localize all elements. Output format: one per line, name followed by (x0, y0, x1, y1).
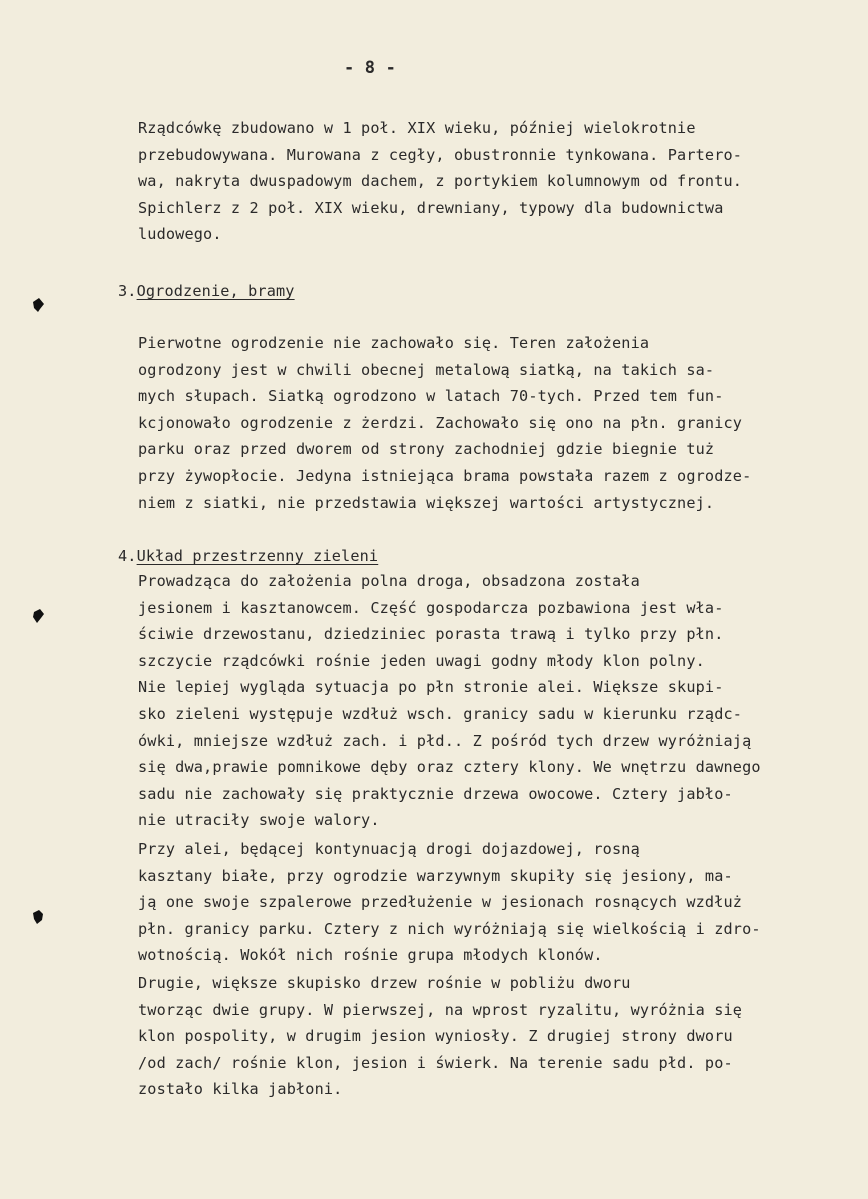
text-line: przebudowywana. Murowana z cegły, obustronnie tynkowana. Partero- (138, 145, 743, 164)
page-number: - 8 - (344, 58, 396, 78)
text-line: kcjonowało ogrodzenie z żerdzi. Zachowało się ono na płn. granicy (138, 413, 743, 432)
text-line: Spichlerz z 2 poł. XIX wieku, drewniany, typowy dla budownictwa (138, 198, 724, 217)
section-heading-fencing (118, 278, 295, 304)
text-line: Przy alei, będącej kontynuacją drogi dojazdowej, rosną (138, 840, 640, 858)
punch-hole-icon (30, 297, 46, 313)
text-line: Prowadząca do założenia polna droga, obsadzona została (138, 572, 640, 590)
punch-hole-icon (30, 909, 46, 925)
text-line: tworząc dwie grupy. W pierwszej, na wprost ryzalitu, wyróżnia się (138, 1000, 743, 1019)
text-line: ówki, mniejsze wzdłuż zach. i płd.. Z pośród tych drzew wyróżniają (138, 731, 752, 750)
text-line: kasztany białe, przy ogrodzie warzywnym skupiły się jesiony, ma- (138, 866, 733, 885)
text-line: sadu nie zachowały się praktycznie drzewa owocowe. Cztery jabło- (138, 784, 733, 803)
text-line: wa, nakryta dwuspadowym dachem, z portykiem kolumnowym od frontu. (138, 172, 743, 191)
punch-hole-icon (30, 608, 46, 624)
text-line: Rządcówkę zbudowano w 1 poł. XIX wieku, później wielokrotnie (138, 119, 696, 137)
text-line: Drugie, większe skupisko drzew rośnie w pobliżu dworu (138, 974, 631, 992)
text-line: się dwa,prawie pomnikowe dęby oraz cztery klony. We wnętrzu dawnego (138, 758, 761, 777)
text-line: ludowego. (138, 225, 222, 244)
text-line: klon pospolity, w drugim jesion wyniosły. Z drugiej strony dworu (138, 1027, 733, 1046)
text-line: ogrodzony jest w chwili obecnej metalową siatką, na takich sa- (138, 360, 715, 379)
text-line: parku oraz przed dworem od strony zachodniej gdzie biegnie tuż (138, 440, 715, 459)
text-line: płn. granicy parku. Cztery z nich wyróżniają się wielkością i zdro- (138, 919, 761, 938)
text-line: Pierwotne ogrodzenie nie zachowało się. Teren założenia (138, 334, 650, 352)
text-line: przy żywopłocie. Jedyna istniejąca brama powstała razem z ogrodze- (138, 466, 752, 485)
paragraph-manor-trees (138, 970, 838, 1103)
text-line: nie utraciły swoje walory. (138, 811, 380, 830)
text-line: zostało kilka jabłoni. (138, 1080, 343, 1099)
section-number: 3. (118, 282, 137, 300)
text-line: jesionem i kasztanowcem. Część gospodarcza pozbawiona jest wła- (138, 598, 724, 617)
text-line: wotnością. Wokół nich rośnie grupa młodych klonów. (138, 946, 603, 965)
text-line: niem z siatki, nie przedstawia większej wartości artystycznej. (138, 493, 715, 512)
section-number: 4. (118, 547, 137, 565)
text-line: szczycie rządcówki rośnie jeden uwagi godny młody klon polny. (138, 651, 705, 670)
paragraph-fencing (138, 330, 838, 516)
paragraph-building-history (138, 115, 838, 248)
text-line: sko zieleni występuje wzdłuż wsch. granicy sadu w kierunku rządc- (138, 704, 743, 723)
text-line: /od zach/ rośnie klon, jesion i świerk. Na terenie sadu płd. po- (138, 1053, 733, 1072)
text-line: ściwie drzewostanu, dziedziniec porasta trawą i tylko przy płn. (138, 625, 724, 644)
text-line: ją one swoje szpalerowe przedłużenie w jesionach rosnących wzdłuż (138, 893, 743, 912)
text-line: Nie lepiej wygląda sytuacja po płn stronie alei. Większe skupi- (138, 678, 724, 697)
paragraph-alley-trees (138, 836, 838, 969)
section-heading-greenery-layout (118, 543, 378, 569)
section-title: Układ przestrzenny zieleni (136, 547, 379, 565)
text-line: mych słupach. Siatką ogrodzono w latach 70-tych. Przed tem fun- (138, 387, 724, 406)
section-title: Ogrodzenie, bramy (136, 282, 295, 300)
paragraph-greenery-layout (138, 568, 838, 834)
